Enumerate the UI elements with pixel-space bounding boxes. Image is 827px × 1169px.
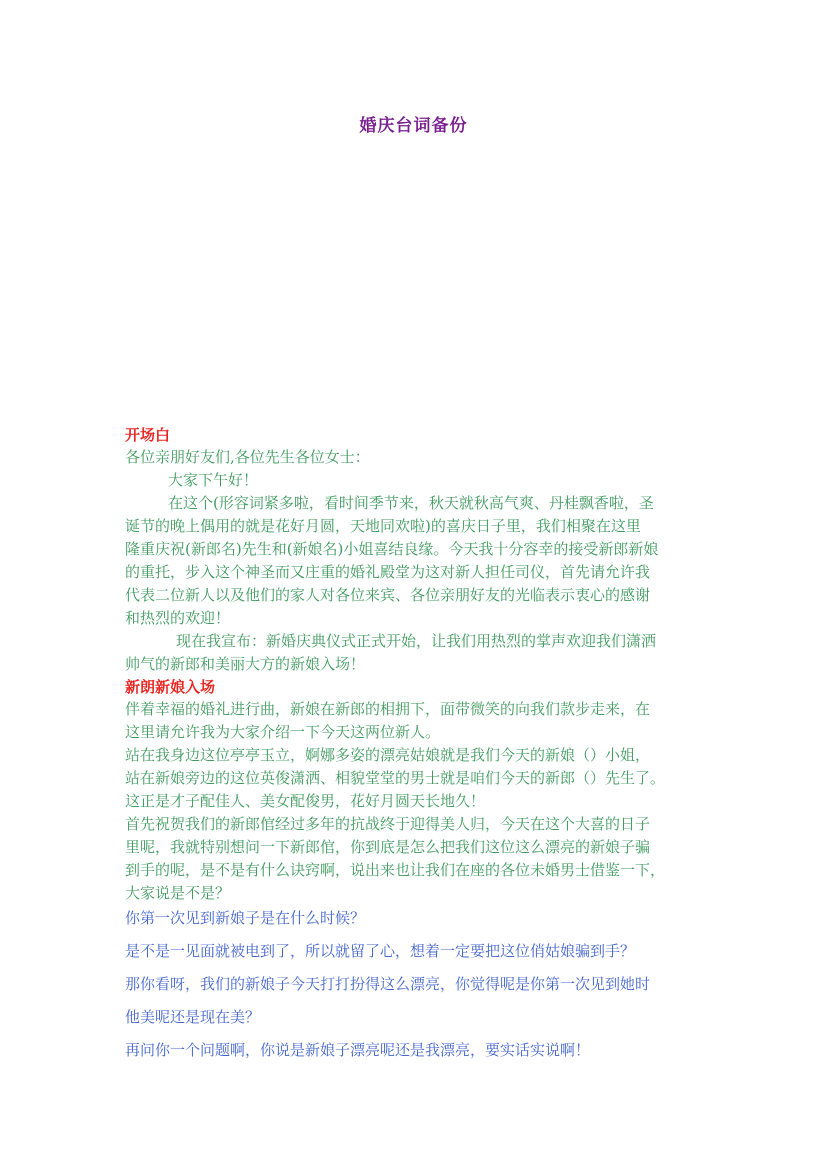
document-title: 婚庆台词备份 [359, 116, 468, 136]
text-line: 伴着幸福的婚礼进行曲，新娘在新郎的相拥下，面带微笑的向我们款步走来，在 [125, 700, 651, 718]
text-line: 隆重庆祝(新郎名)先生和(新娘名)小姐喜结良缘。今天我十分容幸的接受新郎新娘 [125, 540, 659, 558]
text-line: 里呢，我就特别想问一下新郎倌，你到底是怎么把我们这位这么漂亮的新娘子骗 [125, 838, 651, 856]
question-line: 再问你一个问题啊，你说是新娘子漂亮呢还是我漂亮，要实话实说啊！ [125, 1041, 591, 1059]
section-heading-opening: 开场白 [125, 426, 171, 444]
text-line: 这里请允许我为大家介绍一下今天这两位新人。 [125, 723, 441, 741]
question-line: 你第一次见到新娘子是在什么时候？ [125, 909, 366, 927]
opening-paragraphs [125, 446, 705, 676]
text-line: 的重托，步入这个神圣而又庄重的婚礼殿堂为这对新人担任司仪，首先请允许我 [125, 563, 651, 581]
text-line: 现在我宣布：新婚庆典仪式正式开始，让我们用热烈的掌声欢迎我们潇洒 [176, 632, 657, 650]
text-line: 站在新娘旁边的这位英俊潇洒、相貌堂堂的男士就是咱们今天的新郎（）先生了。 [125, 769, 666, 787]
document-body [125, 424, 705, 1072]
text-line: 站在我身边这位亭亭玉立，婀娜多姿的漂亮姑娘就是我们今天的新娘（）小姐， [125, 746, 651, 764]
question-list [125, 907, 705, 1062]
section-heading-entrance: 新朗新娘入场 [125, 678, 216, 696]
text-line: 这正是才子配佳人、美女配俊男，花好月圆天长地久！ [125, 792, 486, 810]
text-line: 代表二位新人以及他们的家人对各位来宾、各位亲朋好友的光临表示衷心的感谢 [125, 586, 651, 604]
text-line: 各位亲朋好友们,各位先生各位女士： [125, 448, 370, 466]
question-line: 是不是一见面就被电到了，所以就留了心，想着一定要把这位俏姑娘骗到手？ [125, 942, 636, 960]
text-line: 诞节的晚上偶用的就是花好月圆，天地同欢啦)的喜庆日子里，我们相聚在这里 [125, 517, 641, 535]
text-line: 帅气的新郎和美丽大方的新娘入场！ [125, 655, 366, 673]
text-line: 首先祝贺我们的新郎倌经过多年的抗战终于迎得美人归，今天在这个大喜的日子 [125, 815, 651, 833]
entrance-paragraphs [125, 698, 705, 905]
question-line: 那你看呀，我们的新娘子今天打打扮得这么漂亮，你觉得呢是你第一次见到她时 [125, 975, 651, 993]
text-line: 大家说是不是？ [125, 884, 231, 902]
text-line: 在这个(形容词紧多啦，看时间季节来，秋天就秋高气爽、丹桂飘香啦，圣 [168, 494, 654, 512]
text-line: 到手的呢，是不是有什么诀窍啊，说出来也让我们在座的各位未婚男士借鉴一下， [125, 861, 666, 879]
text-line: 和热烈的欢迎！ [125, 609, 231, 627]
text-line: 大家下午好！ [168, 471, 259, 489]
question-line: 他美呢还是现在美？ [125, 1008, 261, 1026]
